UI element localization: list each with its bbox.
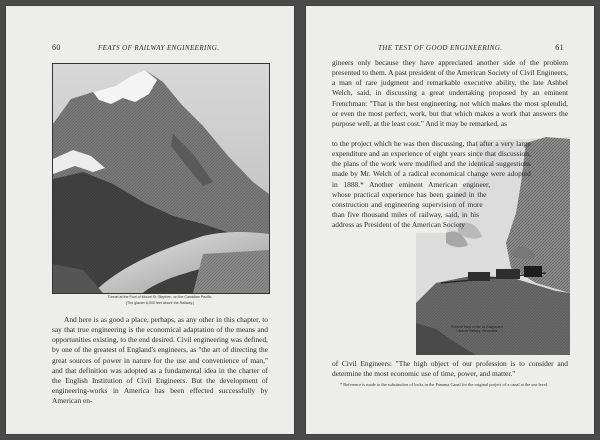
body-paragraph: And here is as good a place, perhaps, as any other in this chapter, to say that true engineering is the economical adaptation of the means and opportunities existing, to the end desired. Civil engineering was defined, by one of the greatest of England's engineers, as "the art of directing the great sources of power in nature for the use and convenience of man," and that definition was adopted as a fundamental idea in the charter of the English Institution of Civil Engineers. But the development of engineering-works in America has been effected successfully by American en-: [52, 315, 268, 406]
page-number: 61: [555, 43, 564, 52]
body-paragraph-top: gineers only because they have appreciated another side of the problem presented to them. A past president of the American Society of Civil Engineers, a man of rare judgment and remarkable executive ability, the late Ashbel Welch, said, in discussing a great undertaking proposed by an eminent Frenchman: "That is the best engineering, not which makes the most splendid, or even the most perfect, work, but that which makes a work that answers the purpose well, at the least cost." And it may be remarked, as: [332, 58, 568, 128]
plate-caption: Peña de Mora on the La Guayra and Caracas Railway, Venezuela.: [451, 325, 503, 334]
body-paragraph-bottom: of Civil Engineers: "The high object of our profession is to consider and determine the most economic use of time, power, and matter.": [332, 359, 568, 379]
running-head-title: FEATS OF RAILWAY ENGINEERING.: [98, 44, 220, 52]
right-page: [306, 6, 594, 434]
page-number: 60: [52, 43, 61, 52]
plate-subcaption: (The glacier 8,000 feet above the Railway.): [125, 301, 195, 305]
body-wrap-text: to the project which he was then discussing, that after a very large expenditure and an experience of eight years since that discussion, the plans of the work were modified and the identical suggestions made by Mr. Welch of a radical economical change were adopted in 1888.* Another eminent American engineer, whose practical experience has been gained in the construction and engineering supervision of more than five thousand miles of railway, said, in his address as President of the American Society: [332, 139, 531, 230]
running-head: [6, 43, 294, 55]
running-head: [306, 43, 594, 55]
running-head-title: THE TEST OF GOOD ENGINEERING.: [378, 44, 503, 52]
left-page: [6, 6, 294, 434]
mountain-engraving: [52, 63, 270, 294]
footnote: * Reference is made to the substitution of locks in the Panama Canal for the original project of a canal at the sea-level.: [340, 382, 549, 387]
plate-caption: Tunnel at the Foot of Mount St. Stephen, on the Canadian Pacific.: [107, 295, 213, 299]
